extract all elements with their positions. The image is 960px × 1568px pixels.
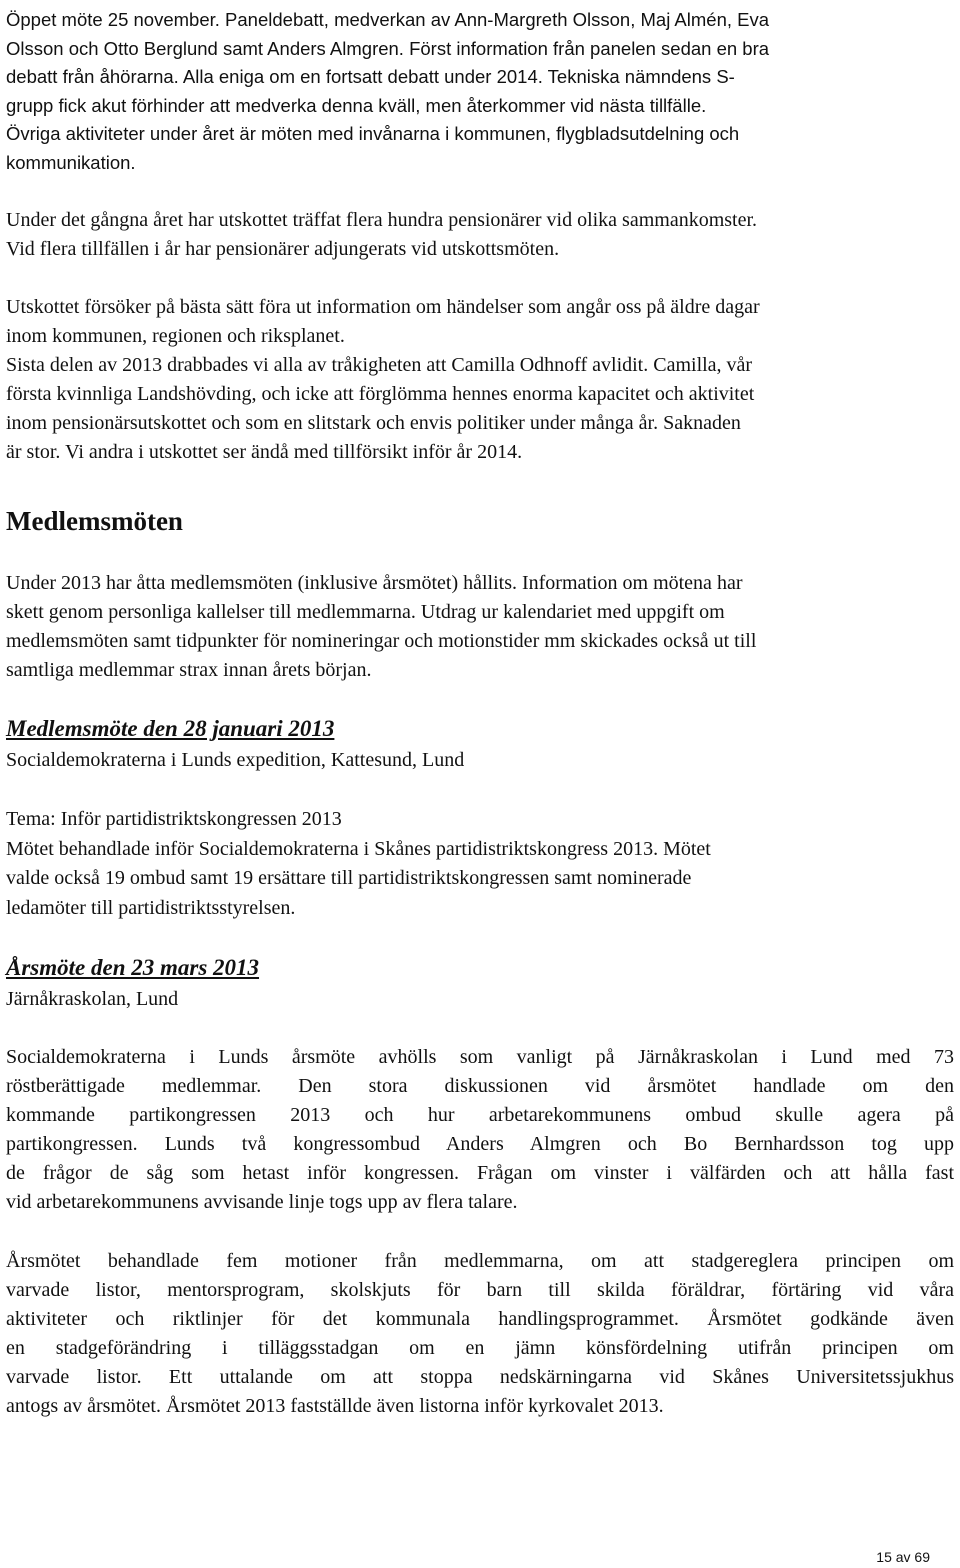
text-line: aktiviteter och riktlinjer för det kommunala handlingsprogrammet. Årsmötet godkände även bbox=[6, 1308, 954, 1330]
meeting-title: Årsmöte den 23 mars 2013 bbox=[6, 955, 260, 980]
text-line: en stadgeförändring i tilläggsstadgan om en jämn könsfördelning utifrån principen om bbox=[6, 1337, 954, 1359]
text-line: kommunikation. bbox=[6, 152, 136, 173]
text-line: Olsson och Otto Berglund samt Anders Almgren. Först information från panelen sedan en bra bbox=[6, 38, 770, 59]
text-line: är stor. Vi andra i utskottet ser ändå med tillförsikt inför år 2014. bbox=[6, 441, 523, 463]
text-line: Vid flera tillfällen i år har pensionärer adjungerats vid utskottsmöten. bbox=[6, 238, 560, 260]
meeting-place: Socialdemokraterna i Lunds expedition, Kattesund, Lund bbox=[6, 749, 465, 771]
text-line: antogs av årsmötet. Årsmötet 2013 fastställde även listorna inför kyrkovalet 2013. bbox=[6, 1395, 664, 1417]
text-line: Årsmötet behandlade fem motioner från medlemmarna, om att stadgereglera principen om bbox=[6, 1250, 954, 1272]
text-line: kommande partikongressen 2013 och hur arbetarekommunens ombud skulle agera på bbox=[6, 1104, 954, 1126]
text-line: varvade listor. Ett uttalande om att stoppa nedskärningarna vid Skånes Universitetssjukhus bbox=[6, 1366, 954, 1388]
text-line: Mötet behandlade inför Socialdemokraterna i Skånes partidistriktskongress 2013. Mötet bbox=[6, 838, 711, 860]
text-line: debatt från åhörarna. Alla eniga om en fortsatt debatt under 2014. Tekniska nämndens S- bbox=[6, 66, 735, 87]
text-line: Socialdemokraterna i Lunds årsmöte avhölls som vanligt på Järnåkraskolan i Lund med 73 bbox=[6, 1046, 954, 1068]
text-line: Öppet möte 25 november. Paneldebatt, medverkan av Ann-Margreth Olsson, Maj Almén, Eva bbox=[6, 9, 770, 30]
text-line: inom kommunen, regionen och riksplanet. bbox=[6, 325, 345, 347]
text-line: ledamöter till partidistriktsstyrelsen. bbox=[6, 897, 296, 919]
text-line: valde också 19 ombud samt 19 ersättare till partidistriktskongressen samt nominerade bbox=[6, 867, 692, 889]
text-line: Övriga aktiviteter under året är möten med invånarna i kommunen, flygbladsutdelning och bbox=[6, 123, 740, 144]
page-number: 15 av 69 bbox=[876, 1549, 930, 1565]
meeting-theme: Tema: Inför partidistriktskongressen 2013 bbox=[6, 808, 342, 830]
text-line: Utskottet försöker på bästa sätt föra ut information om händelser som angår oss på äldre dagar bbox=[6, 296, 760, 318]
text-line: röstberättigade medlemmar. Den stora diskussionen vid årsmötet handlade om den bbox=[6, 1075, 954, 1097]
meeting-place: Järnåkraskolan, Lund bbox=[6, 988, 179, 1010]
text-line: samtliga medlemmar strax innan årets början. bbox=[6, 659, 372, 681]
text-line: skett genom personliga kallelser till medlemmarna. Utdrag ur kalendariet med uppgift om bbox=[6, 601, 725, 623]
text-line: grupp fick akut förhinder att medverka denna kväll, men återkommer vid nästa tillfälle. bbox=[6, 95, 707, 116]
text-line: första kvinnliga Landshövding, och icke att förglömma hennes enorma kapacitet och aktivitet bbox=[6, 383, 755, 405]
text-line: partikongressen. Lunds två kongressombud Anders Almgren och Bo Bernhardsson tog upp bbox=[6, 1133, 954, 1155]
text-line: varvade listor, mentorsprogram, skolskjuts för barn till skilda föräldrar, förtäring vid våra bbox=[6, 1279, 954, 1301]
text-line: Under 2013 har åtta medlemsmöten (inklusive årsmötet) hållits. Information om mötena har bbox=[6, 572, 743, 594]
text-line: medlemsmöten samt tidpunkter för nomineringar och motionstider mm skickades också ut till bbox=[6, 630, 757, 652]
text-line: inom pensionärsutskottet och som en slitstark och envis politiker under många år. Saknaden bbox=[6, 412, 741, 434]
meeting-title: Medlemsmöte den 28 januari 2013 bbox=[6, 716, 335, 741]
text-line: vid arbetarekommunens avvisande linje togs upp av flera talare. bbox=[6, 1191, 518, 1213]
section-heading: Medlemsmöten bbox=[6, 506, 183, 536]
text-line: Under det gångna året har utskottet träffat flera hundra pensionärer vid olika sammankomster. bbox=[6, 209, 758, 231]
text-line: Sista delen av 2013 drabbades vi alla av tråkigheten att Camilla Odhnoff avlidit. Camilla, vår bbox=[6, 354, 753, 376]
text-line: de frågor de såg som hetast inför kongressen. Frågan om vinster i välfärden och att hålla fast bbox=[6, 1162, 954, 1184]
